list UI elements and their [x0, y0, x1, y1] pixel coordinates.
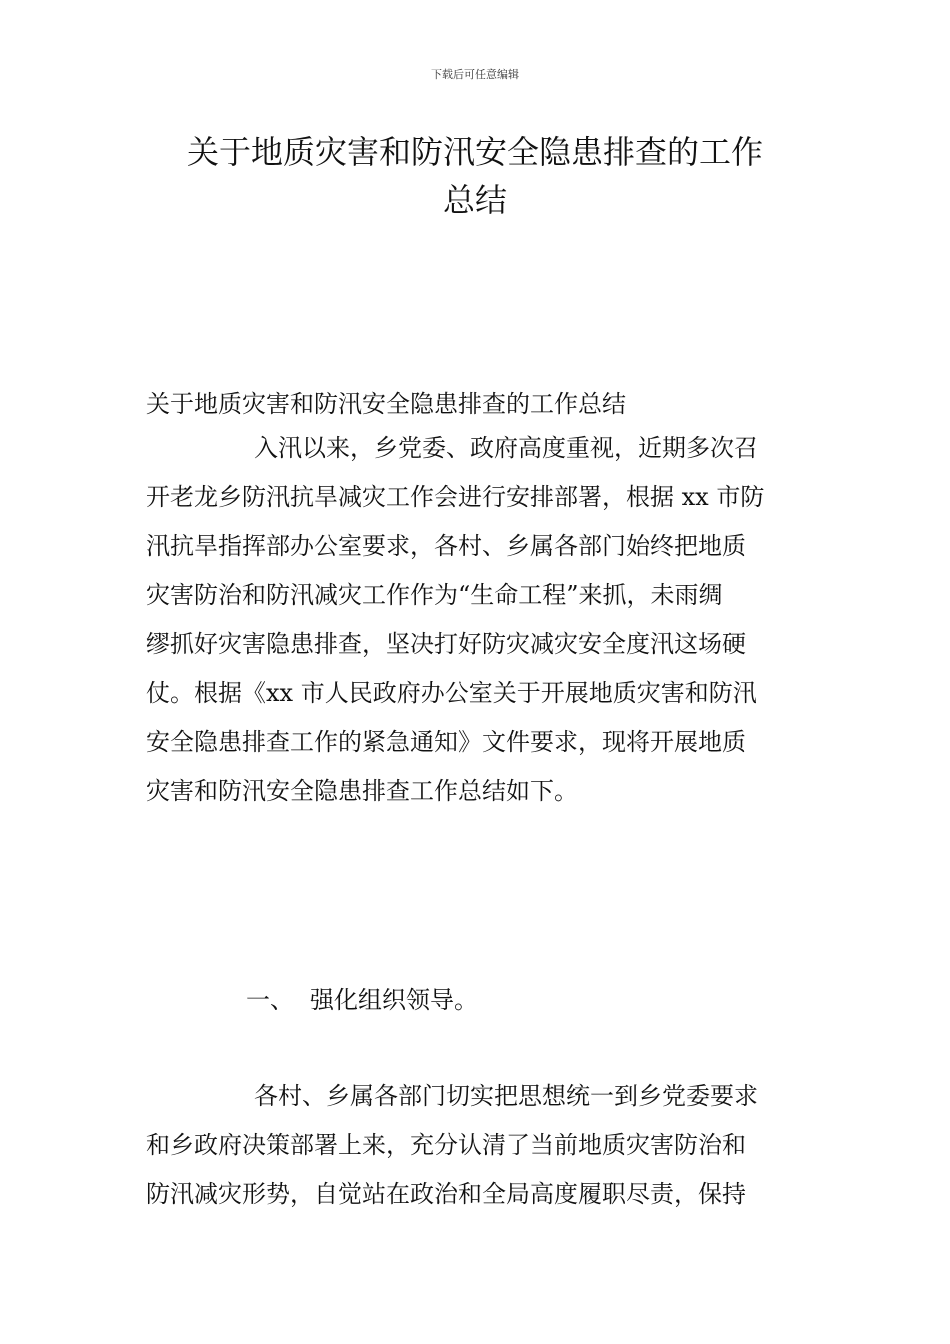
paragraph-line: 灾害和防汛安全隐患排查工作总结如下。 [146, 777, 578, 805]
section-heading [246, 982, 478, 1018]
section-paragraph [146, 1072, 806, 1219]
document-title-line-2: 总结 [442, 181, 507, 219]
subtitle-text: 关于地质灾害和防汛安全隐患排查的工作总结 [146, 390, 626, 418]
paragraph-line: 防汛减灾形势，自觉站在政治和全局高度履职尽责，保持 [146, 1180, 746, 1208]
paragraph-line: 安全隐患排查工作的紧急通知》文件要求，现将开展地质 [146, 728, 746, 756]
paragraph-line: 各村、乡属各部门切实把思想统一到乡党委要求 [254, 1082, 758, 1110]
paragraph-line: 灾害防治和防汛减灾工作作为“生命工程”来抓，未雨绸 [146, 581, 723, 609]
paragraph-line: 和乡政府决策部署上来，充分认清了当前地质灾害防治和 [146, 1131, 746, 1159]
document-subtitle [146, 380, 806, 429]
section-heading-text: 强化组织领导。 [310, 986, 478, 1014]
document-title [150, 128, 800, 224]
paragraph-line: 缪抓好灾害隐患排查，坚决打好防灾减灾安全度汛这场硬 [146, 630, 746, 658]
section-number: 一、 [246, 986, 294, 1014]
paragraph-line: 汛抗旱指挥部办公室要求，各村、乡属各部门始终把地质 [146, 532, 746, 560]
paragraph-line: 开老龙乡防汛抗旱减灾工作会进行安排部署，根据 xx 市防 [146, 483, 765, 511]
header-note: 下载后可任意编辑 [431, 68, 519, 81]
document-title-line-1: 关于地质灾害和防汛安全隐患排查的工作 [186, 133, 763, 171]
paragraph-line: 入汛以来，乡党委、政府高度重视，近期多次召 [254, 434, 758, 462]
paragraph-line: 仗。根据《xx 市人民政府办公室关于开展地质灾害和防汛 [146, 679, 757, 707]
intro-paragraph [146, 424, 806, 816]
